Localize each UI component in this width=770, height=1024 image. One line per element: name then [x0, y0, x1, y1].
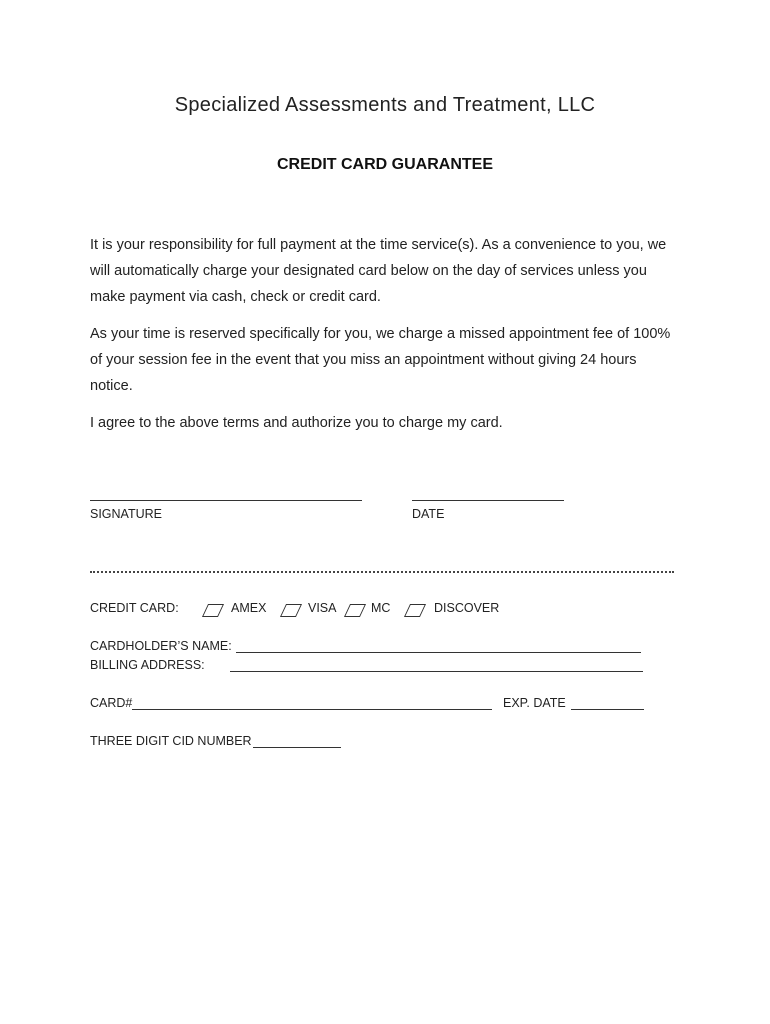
agreement-paragraph: I agree to the above terms and authorize you to charge my card.	[90, 415, 503, 431]
amex-checkbox[interactable]	[202, 604, 224, 617]
exp-date-line[interactable]	[571, 709, 644, 710]
signature-line[interactable]	[90, 500, 362, 501]
card-number-line[interactable]	[132, 709, 492, 710]
amex-label: AMEX	[231, 601, 267, 615]
credit-card-label: CREDIT CARD:	[90, 601, 179, 615]
responsibility-paragraph: It is your responsibility for full payment at the time service(s). As a convenience to you, we will automatically charge your designated card below on the day of services unless you make payment via cash, check or credit card.	[90, 237, 667, 305]
date-line[interactable]	[412, 500, 564, 501]
form-title: CREDIT CARD GUARANTEE	[277, 156, 493, 173]
billing-address-line[interactable]	[230, 671, 643, 672]
cid-number-line[interactable]	[253, 747, 341, 748]
visa-label: VISA	[308, 601, 337, 615]
signature-label: SIGNATURE	[90, 507, 162, 521]
cardholder-name-line[interactable]	[236, 652, 641, 653]
billing-address-label: BILLING ADDRESS:	[90, 658, 205, 672]
card-number-label: CARD#	[90, 696, 133, 710]
visa-checkbox[interactable]	[280, 604, 302, 617]
company-name: Specialized Assessments and Treatment, LLC	[174, 94, 596, 116]
cid-number-label: THREE DIGIT CID NUMBER	[90, 734, 252, 748]
cardholder-name-label: CARDHOLDER’S NAME:	[90, 639, 232, 653]
discover-label: DISCOVER	[434, 601, 500, 615]
mc-checkbox[interactable]	[344, 604, 366, 617]
date-label: DATE	[412, 507, 445, 521]
missed-appointment-paragraph: As your time is reserved specifically for you, we charge a missed appointment fee of 100% of your session fee in the event that you miss an appointment without giving 24 hours notice.	[90, 326, 671, 394]
discover-checkbox[interactable]	[404, 604, 426, 617]
cut-line-divider	[90, 571, 674, 573]
exp-date-label: EXP. DATE	[503, 696, 566, 710]
mc-label: MC	[371, 601, 391, 615]
